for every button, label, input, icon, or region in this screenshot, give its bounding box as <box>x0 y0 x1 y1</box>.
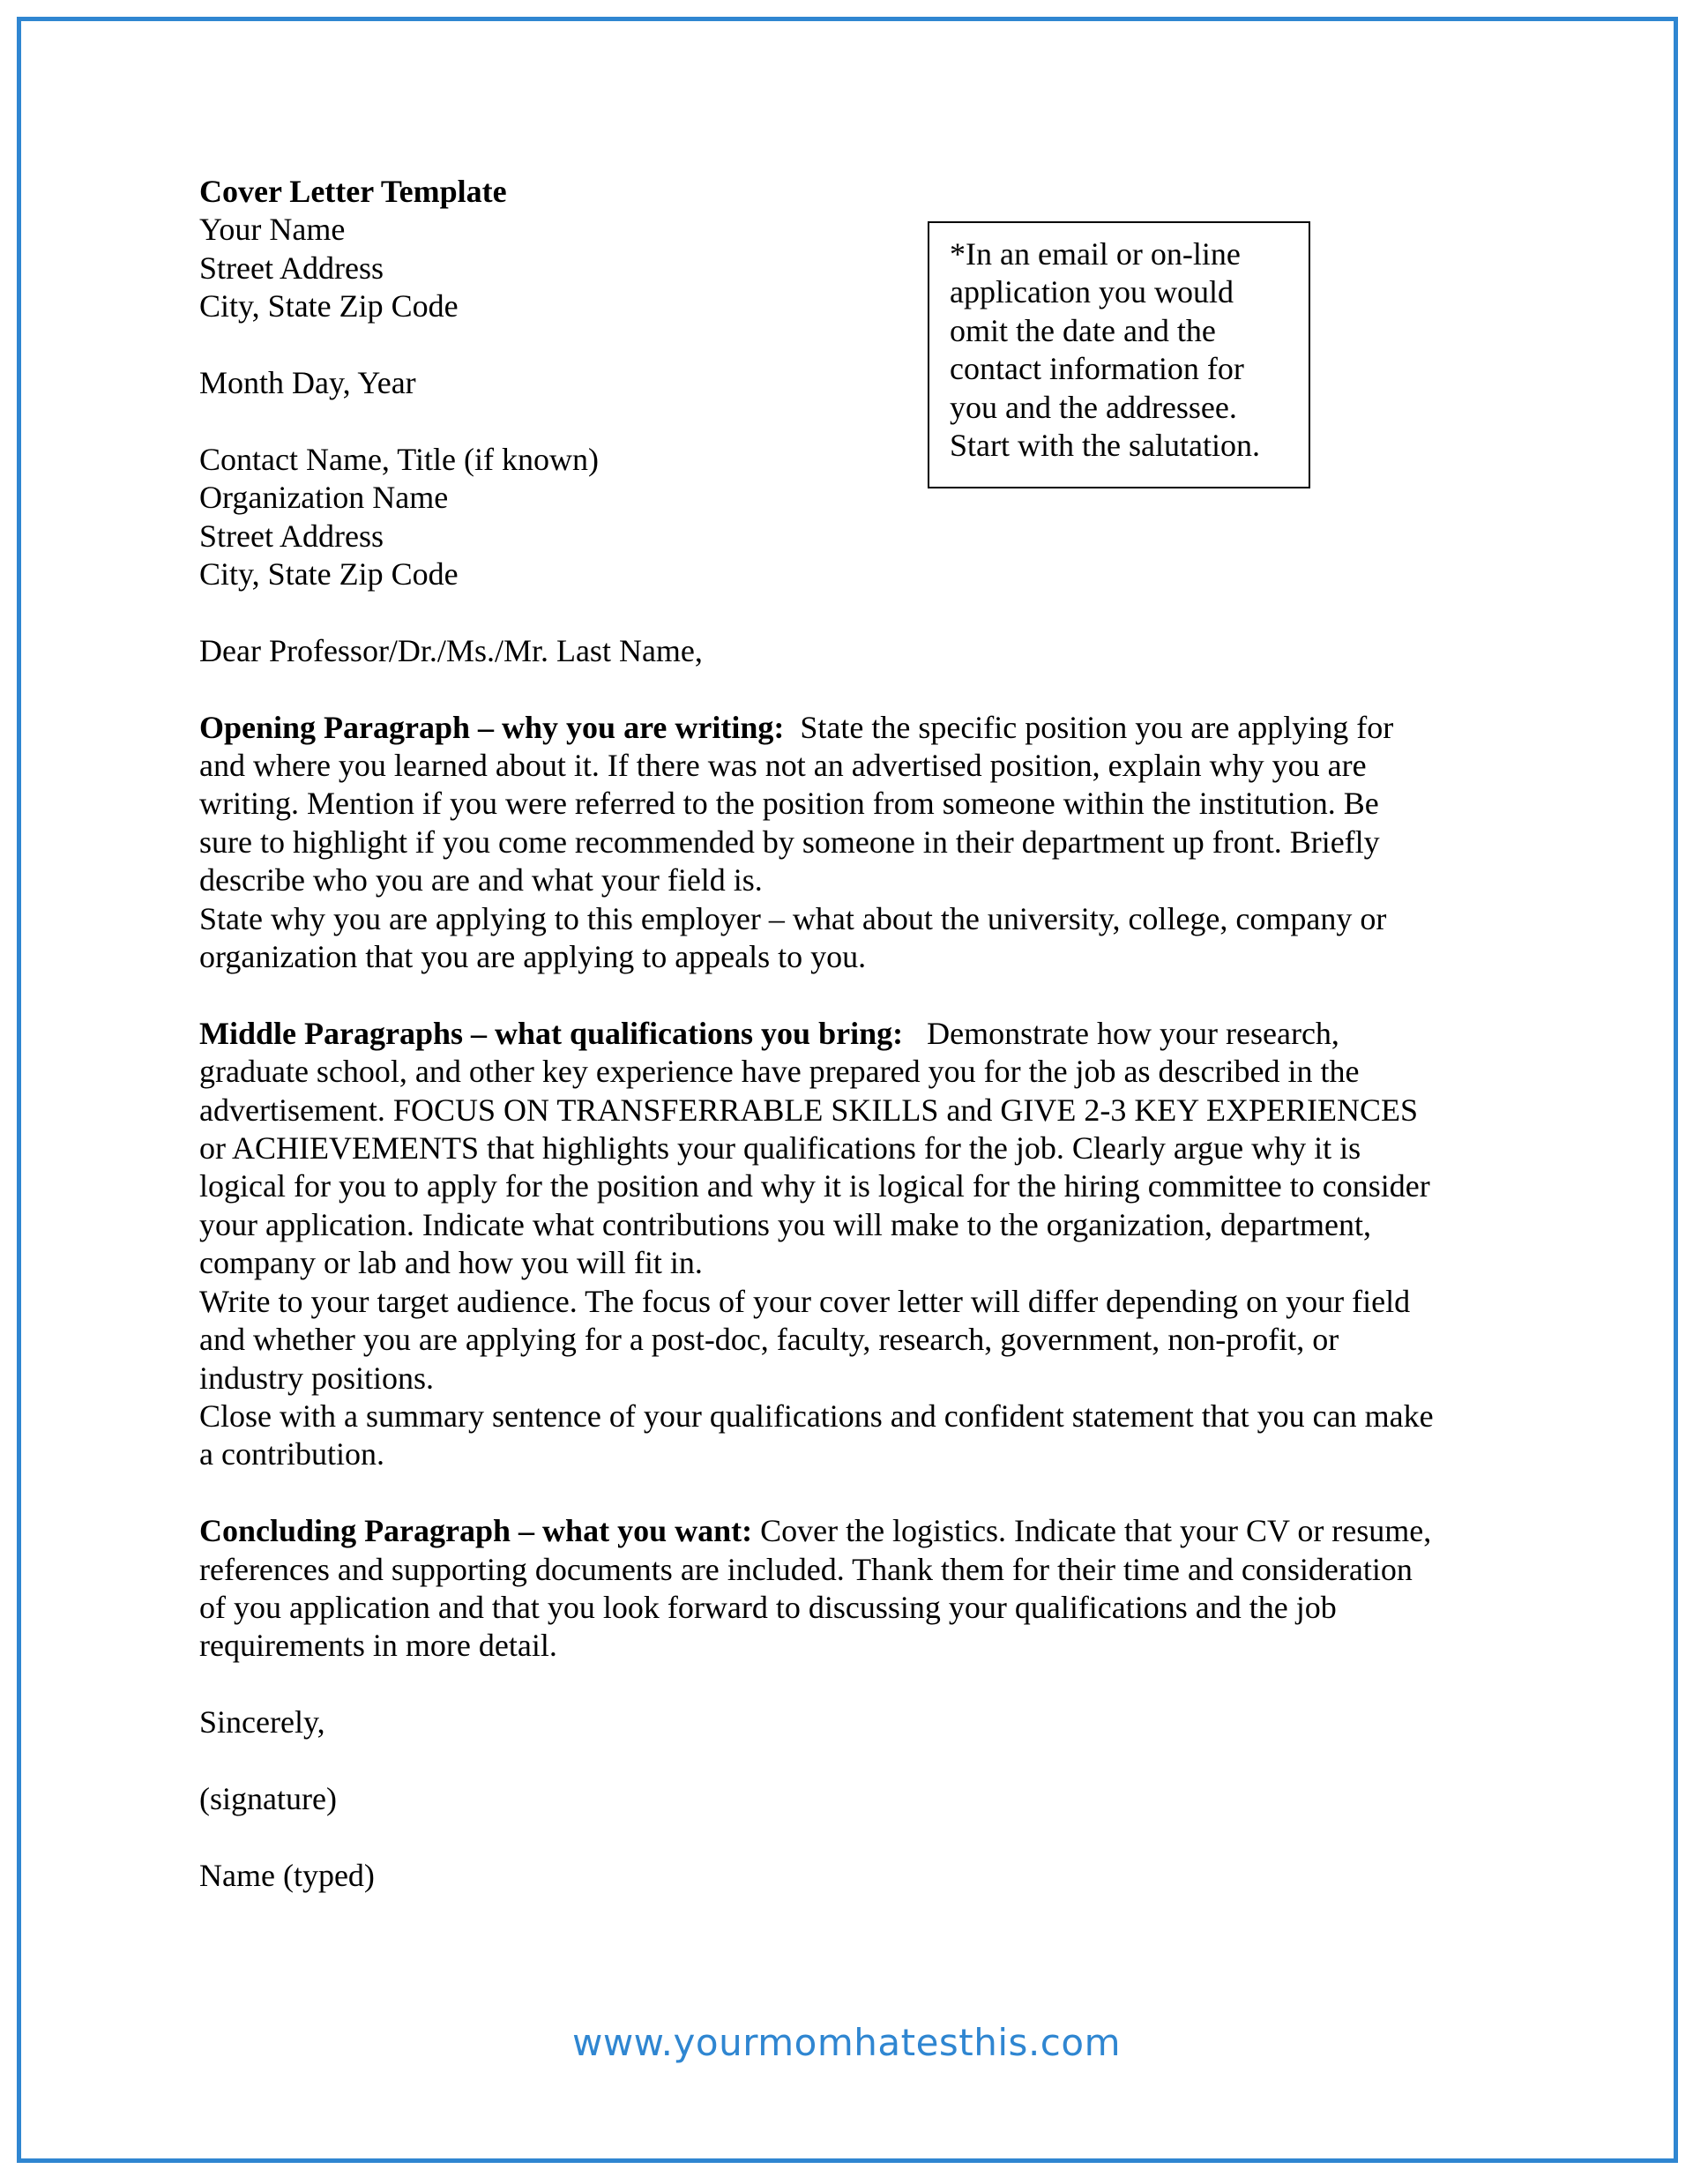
middle-line: and whether you are applying for a post-doc, faculty, research, government, non-profit, or <box>199 1322 1339 1358</box>
opening-line: and where you learned about it. If there was not an advertised position, explain why you are <box>199 748 1367 784</box>
middle-paragraphs <box>199 1015 1495 1474</box>
middle-line: company or lab and how you will fit in. <box>199 1245 703 1281</box>
opening-line: organization that you are applying to appeals to you. <box>199 939 867 975</box>
opening-line: State the specific position you are applying for <box>784 709 1394 745</box>
middle-line: Close with a summary sentence of your qualifications and confident statement that you can make <box>199 1398 1434 1434</box>
sender-city: City, State Zip Code <box>199 288 459 324</box>
note-line: contact information for <box>950 351 1244 387</box>
middle-heading: Middle Paragraphs – what qualifications you bring: <box>199 1015 904 1051</box>
middle-line: or ACHIEVEMENTS that highlights your qualifications for the job. Clearly argue why it is <box>199 1130 1361 1167</box>
concluding-line: requirements in more detail. <box>199 1628 557 1664</box>
sender-street: Street Address <box>199 250 384 286</box>
email-note-box <box>928 221 1310 488</box>
concluding-line: references and supporting documents are included. Thank them for their time and consideration <box>199 1551 1413 1587</box>
salutation: Dear Professor/Dr./Ms./Mr. Last Name, <box>199 632 703 668</box>
letter-title: Cover Letter Template <box>199 174 507 209</box>
middle-line: your application. Indicate what contributions you will make to the organization, department, <box>199 1206 1371 1242</box>
middle-line: graduate school, and other key experience have prepared you for the job as described in the <box>199 1054 1360 1090</box>
opening-paragraph <box>199 709 1495 977</box>
note-line: omit the date and the <box>950 312 1216 348</box>
concluding-heading: Concluding Paragraph – what you want: <box>199 1513 753 1549</box>
opening-line: describe who you are and what your field is. <box>199 862 763 898</box>
note-line: you and the addressee. <box>950 389 1237 425</box>
note-line: application you would <box>950 274 1234 310</box>
recipient-organization: Organization Name <box>199 480 449 516</box>
middle-line: a contribution. <box>199 1436 384 1472</box>
opening-line: State why you are applying to this employer – what about the university, college, company or <box>199 900 1387 936</box>
recipient-city: City, State Zip Code <box>199 556 459 593</box>
signature-placeholder: (signature) <box>199 1780 337 1816</box>
letter-date: Month Day, Year <box>199 365 416 401</box>
opening-heading: Opening Paragraph – why you are writing: <box>199 709 785 745</box>
concluding-line: of you application and that you look forward to discussing your qualifications and the job <box>199 1589 1337 1625</box>
note-line: *In an email or on-line <box>950 236 1241 272</box>
website-link[interactable]: www.yourmomhatesthis.com <box>571 2021 1121 2064</box>
recipient-street: Street Address <box>199 518 384 554</box>
concluding-paragraph <box>199 1512 1495 1666</box>
valediction: Sincerely, <box>199 1704 325 1740</box>
middle-line: logical for you to apply for the position and why it is logical for the hiring committee to consider <box>199 1168 1430 1204</box>
opening-line: sure to highlight if you come recommended by someone in their department up front. Briefly <box>199 824 1380 860</box>
middle-line: Write to your target audience. The focus of your cover letter will differ depending on your field <box>199 1283 1411 1319</box>
typed-name: Name (typed) <box>199 1857 375 1893</box>
concluding-line: Cover the logistics. Indicate that your CV or resume, <box>752 1513 1432 1549</box>
middle-line: industry positions. <box>199 1360 435 1396</box>
middle-line: advertisement. FOCUS ON TRANSFERRABLE SKILLS and GIVE 2-3 KEY EXPERIENCES <box>199 1092 1418 1128</box>
note-line: Start with the salutation. <box>950 428 1260 464</box>
sender-name: Your Name <box>199 212 346 248</box>
recipient-contact: Contact Name, Title (if known) <box>199 441 599 477</box>
letter-body <box>199 173 1522 1895</box>
opening-line: writing. Mention if you were referred to the position from someone within the institution. Be <box>199 786 1379 822</box>
middle-line: Demonstrate how your research, <box>903 1015 1339 1051</box>
